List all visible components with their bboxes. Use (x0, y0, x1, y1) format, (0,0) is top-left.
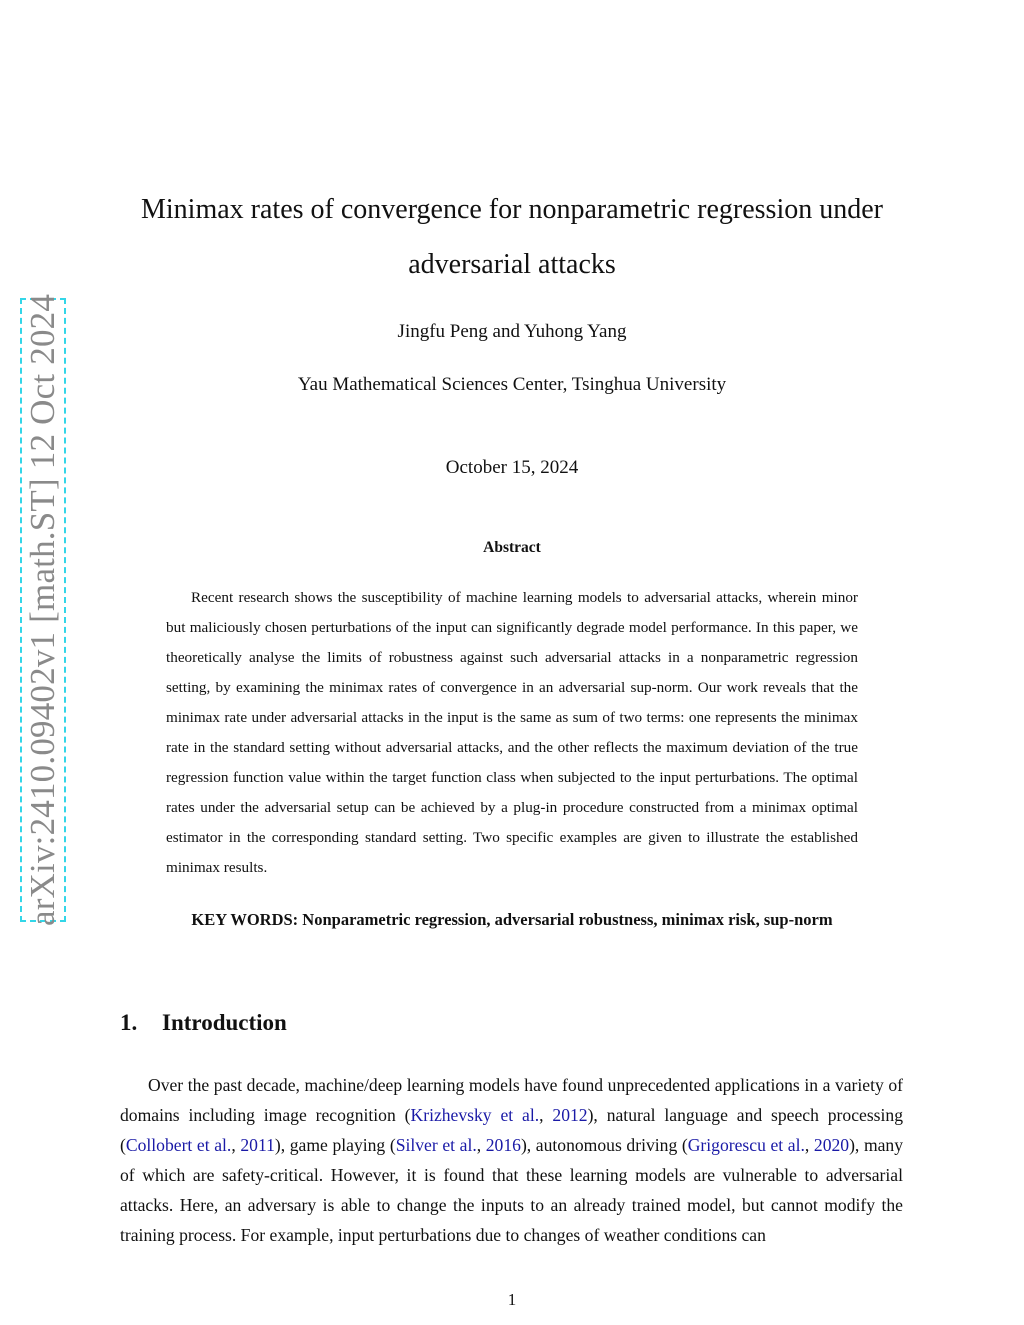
arxiv-identifier-text: arXiv:2410.09402v1 [math.ST] 12 Oct 2024 (23, 293, 62, 927)
page-number: 1 (507, 1290, 517, 1309)
introduction-paragraph (120, 1070, 903, 1250)
publication-date: October 15, 2024 (445, 457, 579, 478)
citation-separator: , (231, 1135, 241, 1155)
body-text-segment: ), natural language and speech processing ( (120, 1105, 903, 1155)
section-number: 1. (120, 1010, 138, 1035)
citation-year-link-2020[interactable]: 2020 (813, 1135, 850, 1155)
citation-year-link-2012[interactable]: 2012 (552, 1105, 588, 1125)
paper-title-line-2: adversarial attacks (408, 249, 616, 280)
body-text-segment: Over the past decade, machine/deep learning models have found unprecedented applications in a variety of domains including image recognition ( (120, 1075, 903, 1125)
section-heading-introduction (120, 1010, 287, 1036)
arxiv-identifier-stamp (20, 293, 66, 927)
affiliation: Yau Mathematical Sciences Center, Tsinghua University (297, 374, 727, 395)
section-title: Introduction (162, 1010, 287, 1035)
paper-title-line-1: Minimax rates of convergence for nonparametric regression under (141, 194, 883, 225)
citation-link-silver[interactable]: Silver et al. (395, 1135, 477, 1155)
keywords: KEY WORDS: Nonparametric regression, adversarial robustness, minimax risk, sup-norm (191, 910, 833, 929)
citation-separator: , (804, 1135, 814, 1155)
abstract-heading: Abstract (483, 539, 541, 556)
citation-separator: , (476, 1135, 486, 1155)
citation-link-grigorescu[interactable]: Grigorescu et al. (687, 1135, 805, 1155)
abstract-text: Recent research shows the susceptibility of machine learning models to adversarial attacks, wherein minor but maliciously chosen perturbations of the input can significantly degrade model performance. In this paper, we theoretically analyse the limits of robustness against such adversarial attacks in a nonparametric regression setting, by examining the minimax rates of convergence in an adversarial sup-norm. Our work reveals that the minimax rate under adversarial attacks in the input is the same as sum of two terms: one represents the minimax rate in the standard setting without adversarial attacks, and the other reflects the maximum deviation of the true regression function value within the target function class when subjected to the input perturbations. The optimal rates under the adversarial setup can be achieved by a plug-in procedure constructed from a minimax optimal estimator in the corresponding standard setting. Two specific examples are given to illustrate the established minimax results. (166, 589, 858, 876)
authors: Jingfu Peng and Yuhong Yang (397, 321, 627, 342)
citation-separator: , (539, 1105, 553, 1125)
citation-year-link-2016[interactable]: 2016 (485, 1135, 521, 1155)
body-text-segment: ), many of which are safety-critical. However, it is found that these learning models are vulnerable to adversarial attacks. Here, an adversary is able to change the inputs to an already trained model, but cannot modify the training process. For example, input perturbations due to changes of weather conditions can (120, 1135, 904, 1245)
body-text-segment: ), autonomous driving ( (520, 1135, 688, 1155)
body-text-segment: ), game playing ( (274, 1135, 396, 1155)
citation-year-link-2011[interactable]: 2011 (240, 1135, 275, 1155)
citation-link-krizhevsky[interactable]: Krizhevsky et al. (410, 1105, 540, 1125)
citation-link-collobert[interactable]: Collobert et al. (125, 1135, 232, 1155)
